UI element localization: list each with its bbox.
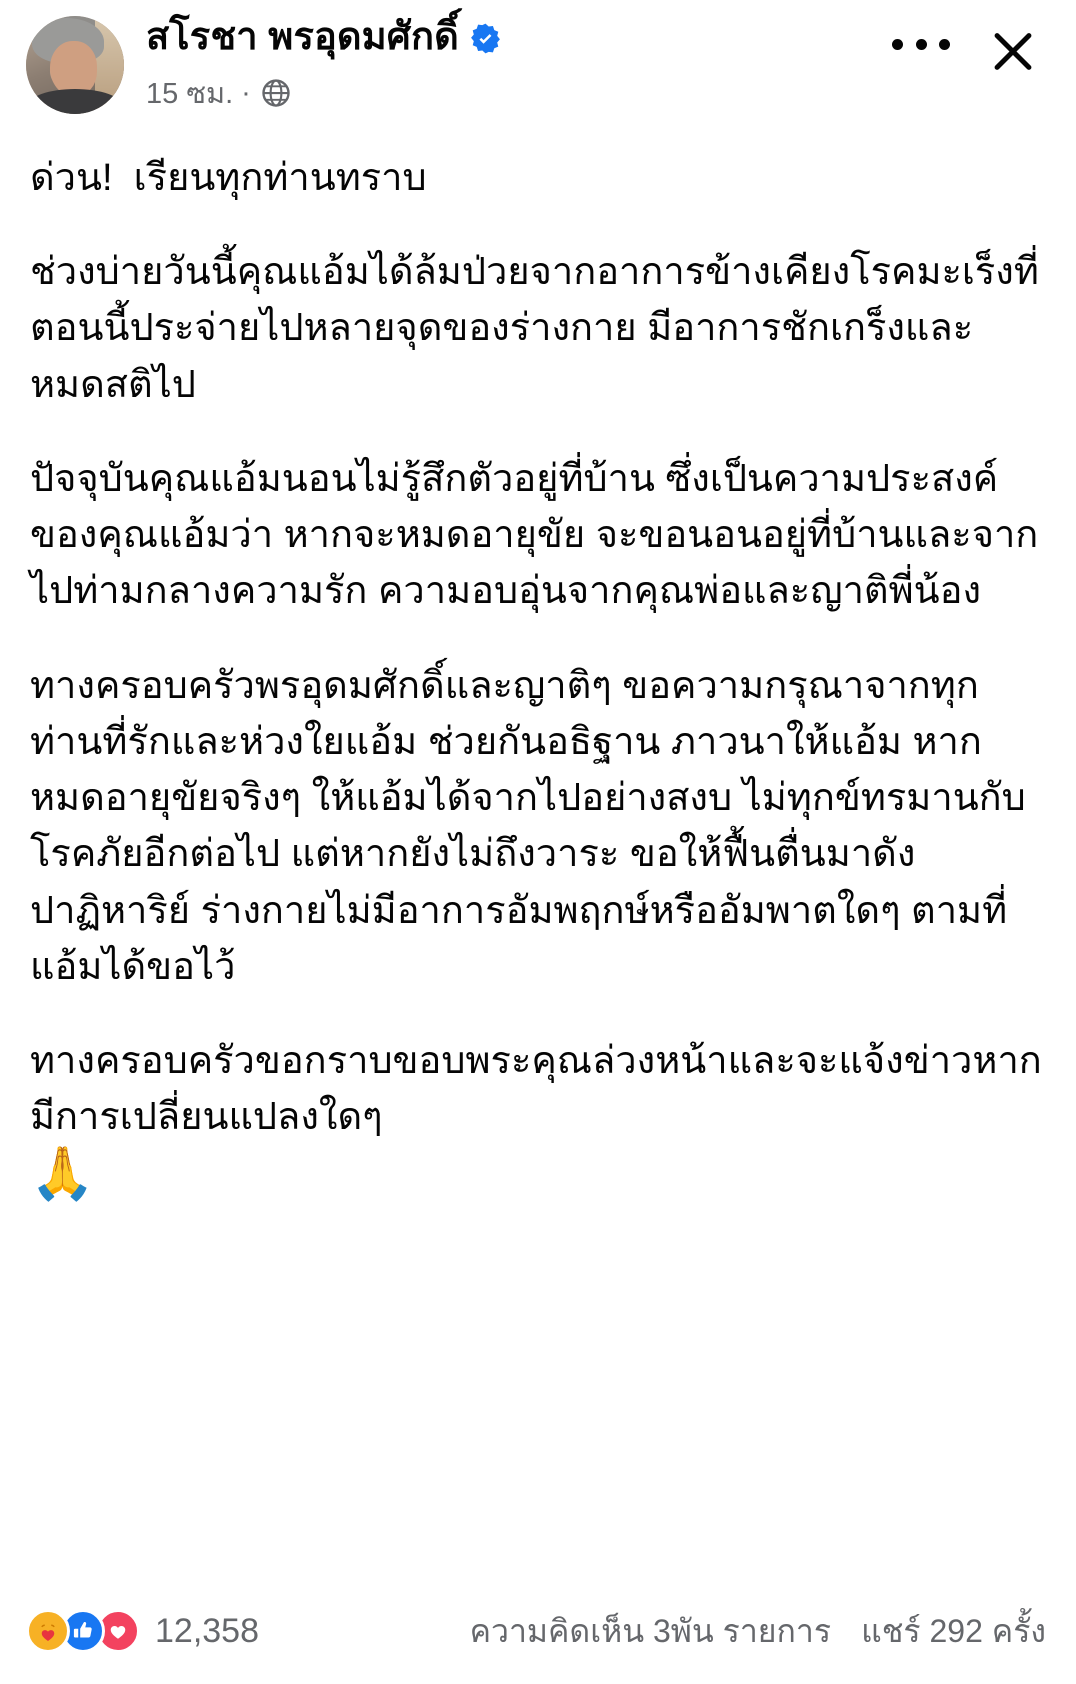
post-paragraph-4: ทางครอบครัวพรอุดมศักดิ์และญาติๆ ขอความกรุณาจากทุกท่านที่รักและห่วงใยแอ้ม ช่วยกันอธิฐาน ภาวนาให้แอ้ม หากหมดอายุขัยจริงๆ ให้แอ้มได้จากไปอย่างสงบ ไม่ทุกข์ทรมานกับโรคภัยอีกต่อไป แต่หากยังไม่ถึงวาระ ขอให้ฟื้นตื่นมาดังปาฏิหาริย์ ร่างกายไม่มีอาการอัมพฤกษ์หรืออัมพาตใดๆ ตามที่แอ้มได้ขอไว้: [30, 664, 1026, 988]
post-header: [0, 0, 1076, 132]
post-paragraph-2: ช่วงบ่ายวันนี้คุณแอ้มได้ล้มป่วยจากอาการข้างเคียงโรคมะเร็งที่ตอนนี้ประจ่ายไปหลายจุดของร่างกาย มีอาการชักเกร็งและหมดสติไป: [30, 251, 1039, 406]
post-content: [0, 132, 1076, 1588]
comment-count[interactable]: ความคิดเห็น 3พัน รายการ: [469, 1612, 832, 1649]
globe-icon[interactable]: [261, 78, 291, 108]
post-meta: [146, 70, 892, 116]
post-paragraph-3: ปัจจุบันคุณแอ้มนอนไม่รู้สึกตัวอยู่ที่บ้าน ซึ่งเป็นความประสงค์ของคุณแอ้มว่า หากจะหมดอายุขัย จะขอนอนอยู่ที่บ้านและจากไปท่ามกลางความรัก ความอบอุ่นจากคุณพ่อและญาติพี่น้อง: [30, 457, 1039, 613]
post-author-block: [124, 14, 892, 116]
post-stats: [470, 1606, 1050, 1657]
post-paragraph-1: ด่วน! เรียนทุกท่านทราบ: [30, 157, 427, 199]
verified-badge-icon: [469, 22, 502, 55]
close-icon[interactable]: [986, 24, 1040, 78]
author-name[interactable]: สโรชา พรอุดมศักดิ์: [146, 16, 459, 58]
avatar[interactable]: [26, 16, 124, 114]
post-header-actions: [892, 14, 1050, 78]
post-timestamp[interactable]: 15 ซม.: [146, 78, 234, 110]
share-count[interactable]: แชร์ 292 ครั้ง: [861, 1612, 1046, 1649]
dot-3: [939, 39, 950, 50]
meta-separator: ·: [241, 76, 251, 109]
reaction-icons[interactable]: [26, 1609, 259, 1653]
reaction-count[interactable]: 12,358: [155, 1611, 259, 1650]
author-name-row: [146, 18, 892, 56]
post-paragraph-5: ทางครอบครัวขอกราบขอบพระคุณล่วงหน้าและจะแจ้งข่าวหากมีการเปลี่ยนแปลงใดๆ: [30, 1040, 1042, 1139]
dot-2: [916, 39, 927, 50]
praying-hands-emoji: 🙏: [30, 1144, 95, 1203]
post-engagement-bar: [0, 1588, 1076, 1684]
care-reaction-icon: [26, 1609, 70, 1653]
dot-1: [892, 39, 903, 50]
more-options-button[interactable]: [892, 24, 950, 64]
